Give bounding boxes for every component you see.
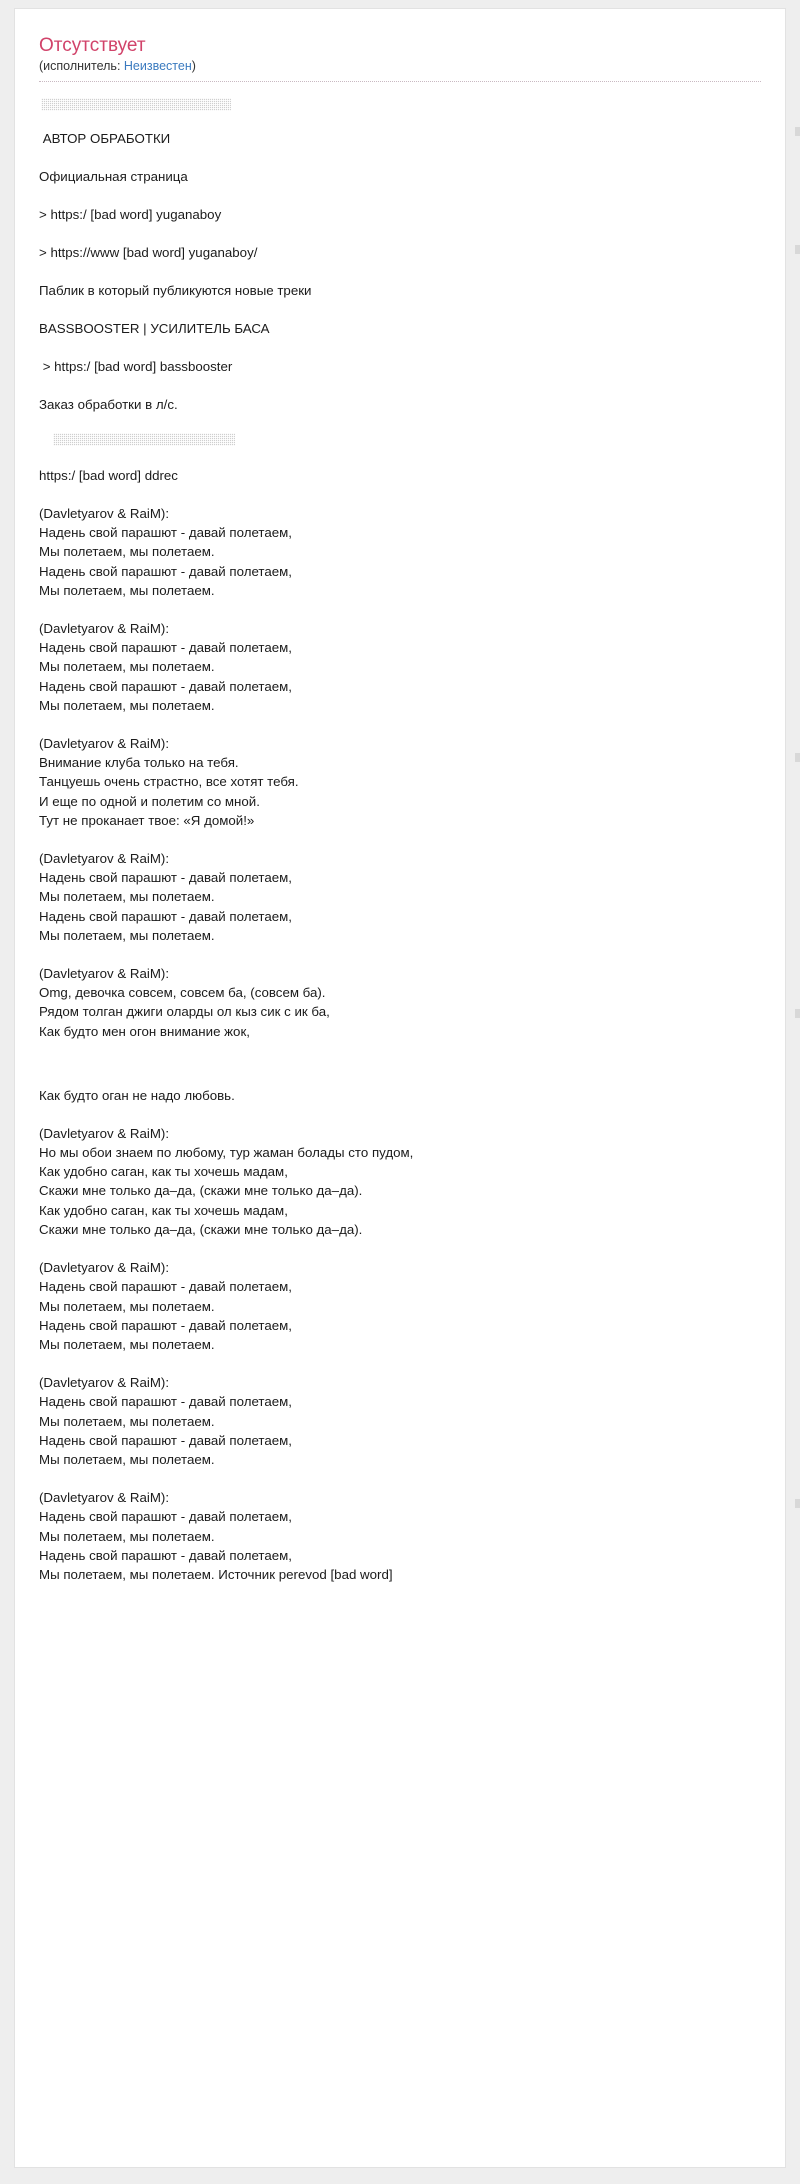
verse-line: Надень свой парашют - давай полетаем,	[39, 1279, 293, 1295]
verse-line: Надень свой парашют - давай полетаем,	[39, 640, 293, 656]
verse-line: Мы полетаем, мы полетаем.	[39, 544, 215, 560]
spacer	[39, 1060, 761, 1086]
verse-line: Надень свой парашют - давай полетаем,	[39, 1509, 293, 1525]
verse-line: Мы полетаем, мы полетаем.	[39, 889, 215, 905]
paragraph: Официальная страница	[39, 169, 188, 184]
verse-line: Надень свой парашют - давай полетаем,	[39, 563, 293, 579]
verse-speaker: (Davletyarov & RaiM):	[39, 1375, 170, 1391]
redacted-text-block	[53, 433, 235, 446]
verse-line: Мы полетаем, мы полетаем.	[39, 659, 215, 675]
verse-speaker: (Davletyarov & RaiM):	[39, 506, 170, 521]
verse-line: Надень свой парашют - давай полетаем,	[39, 1432, 293, 1448]
verse-speaker: (Davletyarov & RaiM):	[39, 1490, 170, 1506]
verse-line: Мы полетаем, мы полетаем.	[39, 1451, 215, 1467]
verse-line: Но мы обои знаем по любому, тур жаман болады сто пудом,	[39, 1145, 414, 1161]
verse-line: Как удобно саган, как ты хочешь мадам,	[39, 1164, 288, 1180]
verse-line: И еще по одной и полетим со мной.	[39, 793, 260, 809]
verse-line: Надень свой парашют - давай полетаем,	[39, 1547, 293, 1563]
verse-block	[39, 1258, 761, 1354]
artist-line	[39, 59, 761, 73]
verse-speaker: (Davletyarov & RaiM):	[39, 966, 170, 982]
verse-block	[39, 964, 761, 1041]
paragraph: > https://www [bad word] yuganaboy/	[39, 245, 258, 260]
scroll-tick	[795, 245, 800, 254]
artist-suffix-label: )	[191, 59, 196, 73]
paragraph: Заказ обработки в л/с.	[39, 397, 178, 412]
verse-line: Как удобно саган, как ты хочешь мадам,	[39, 1202, 288, 1218]
verse-line: Мы полетаем, мы полетаем.	[39, 1528, 215, 1544]
verse-line: Надень свой парашют - давай полетаем,	[39, 870, 293, 886]
verse-speaker: (Davletyarov & RaiM):	[39, 1125, 170, 1141]
verse-line: Мы полетаем, мы полетаем.	[39, 697, 215, 713]
verse-block	[39, 734, 761, 830]
paragraph: BASSBOOSTER | УСИЛИТЕЛЬ БАСА	[39, 321, 270, 336]
scroll-marks	[795, 9, 800, 2167]
verse-block	[39, 849, 761, 945]
verse-block	[39, 1373, 761, 1469]
verse-line: Надень свой парашют - давай полетаем,	[39, 1317, 293, 1333]
verse-speaker: (Davletyarov & RaiM):	[39, 1260, 170, 1276]
verse-line: Скажи мне только да–да, (скажи мне только да–да).	[39, 1183, 363, 1199]
verse-speaker: (Davletyarov & RaiM):	[39, 736, 170, 752]
verse-line: Надень свой парашют - давай полетаем,	[39, 678, 293, 694]
verse-block	[39, 1488, 761, 1584]
verse-speaker: (Davletyarov & RaiM):	[39, 851, 170, 867]
lyrics-sheet	[14, 8, 786, 2168]
verse-line: Как будто мен огон внимание жок,	[39, 1023, 250, 1039]
verse-line: Omg, девочка совсем, совсем ба, (совсем ба).	[39, 985, 326, 1001]
paragraph: АВТОР ОБРАБОТКИ	[39, 131, 171, 146]
verse-block	[39, 619, 761, 715]
verse-line: Мы полетаем, мы полетаем. Источник perevod [bad word]	[39, 1566, 393, 1582]
paragraph: > https:/ [bad word] bassbooster	[39, 359, 233, 374]
verse-line: Скажи мне только да–да, (скажи мне только да–да).	[39, 1221, 363, 1237]
verse-line: Мы полетаем, мы полетаем.	[39, 1298, 215, 1314]
redacted-text-block	[41, 98, 231, 111]
paragraph: Паблик в который публикуются новые треки	[39, 283, 312, 298]
scroll-tick	[795, 1499, 800, 1508]
verse-line: Внимание клуба только на тебя.	[39, 755, 239, 771]
verse-line: Надень свой парашют - давай полетаем,	[39, 1394, 293, 1410]
scroll-tick	[795, 1009, 800, 1018]
artist-link[interactable]: Неизвестен	[123, 59, 192, 73]
lyrics-content	[39, 98, 761, 1584]
verse-line: Мы полетаем, мы полетаем.	[39, 582, 215, 598]
scroll-tick	[795, 127, 800, 136]
page-title: Отсутствует	[39, 35, 146, 56]
divider	[39, 81, 761, 82]
paragraph: > https:/ [bad word] yuganaboy	[39, 207, 222, 222]
verse-line: Танцуешь очень страстно, все хотят тебя.	[39, 774, 299, 790]
verse-line: Тут не проканает твое: «Я домой!»	[39, 812, 255, 828]
verse-line: Мы полетаем, мы полетаем.	[39, 1336, 215, 1352]
verse-line: Надень свой парашют - давай полетаем,	[39, 525, 293, 541]
scroll-tick	[795, 753, 800, 762]
verse-line: Рядом толган джиги оларды ол кыз сик с ик ба,	[39, 1004, 330, 1020]
verse-line: Мы полетаем, мы полетаем.	[39, 1413, 215, 1429]
verse-line: Мы полетаем, мы полетаем.	[39, 927, 215, 943]
paragraph: https:/ [bad word] ddrec	[39, 468, 178, 483]
verse-speaker: (Davletyarov & RaiM):	[39, 621, 170, 637]
paragraph: Как будто оган не надо любовь.	[39, 1087, 235, 1103]
artist-prefix-label: (исполнитель:	[39, 59, 124, 73]
verse-block	[39, 504, 761, 600]
verse-line: Надень свой парашют - давай полетаем,	[39, 908, 293, 924]
verse-block	[39, 1124, 761, 1239]
